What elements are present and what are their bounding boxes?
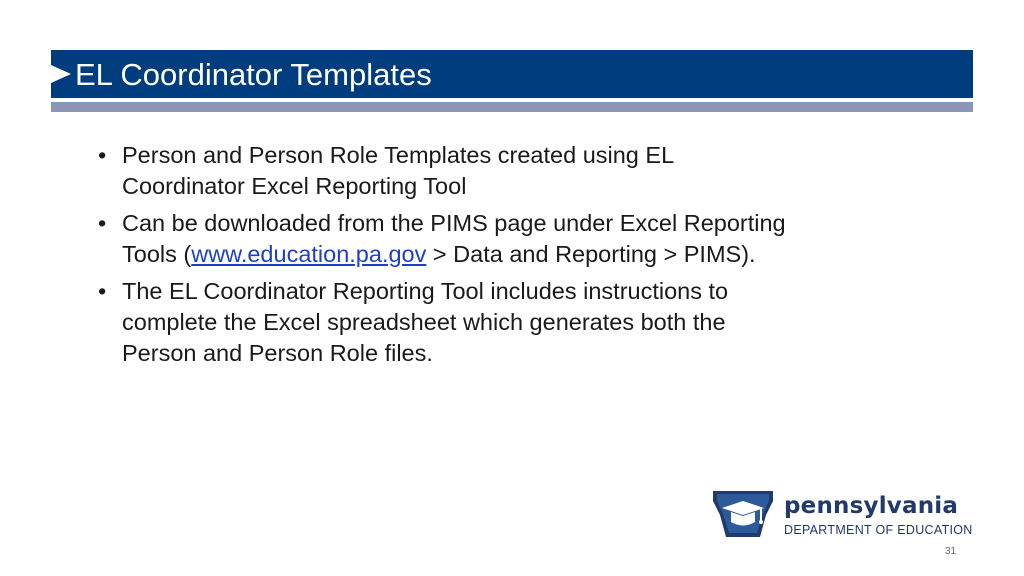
- title-underline: [51, 102, 973, 112]
- bullet-item: [90, 208, 870, 270]
- education-website-link[interactable]: www.education.pa.gov: [191, 241, 427, 267]
- page-number: 31: [945, 546, 957, 557]
- bullet-line: Person and Person Role Templates created using EL: [122, 142, 675, 168]
- bullet-line-suffix: > Data and Reporting > PIMS).: [426, 241, 756, 267]
- title-arrow-icon: [51, 65, 71, 83]
- pa-education-logo: [711, 489, 976, 547]
- bullet-line: Person and Person Role files.: [122, 340, 433, 366]
- bullet-line-prefix: Tools (: [122, 241, 192, 267]
- bullet-line: The EL Coordinator Reporting Tool includes instructions to: [122, 278, 729, 304]
- bullet-dot: •: [98, 278, 107, 304]
- logo-department: DEPARTMENT OF EDUCATION: [784, 523, 973, 537]
- bullet-line: [122, 239, 870, 270]
- keystone-graduation-cap-icon: [711, 489, 775, 541]
- logo-name: pennsylvania: [784, 493, 959, 519]
- bullet-dot: •: [98, 210, 107, 236]
- bullet-line: Coordinator Excel Reporting Tool: [122, 173, 467, 199]
- title-bar: [51, 50, 973, 98]
- bullet-item: [90, 276, 870, 369]
- bullet-line: complete the Excel spreadsheet which generates both the: [122, 309, 726, 335]
- slide-title: EL Coordinator Templates: [75, 57, 432, 92]
- bullet-line: Can be downloaded from the PIMS page under Excel Reporting: [122, 210, 786, 236]
- bullet-list: [90, 140, 870, 375]
- bullet-dot: •: [98, 142, 107, 168]
- bullet-item: [90, 140, 870, 202]
